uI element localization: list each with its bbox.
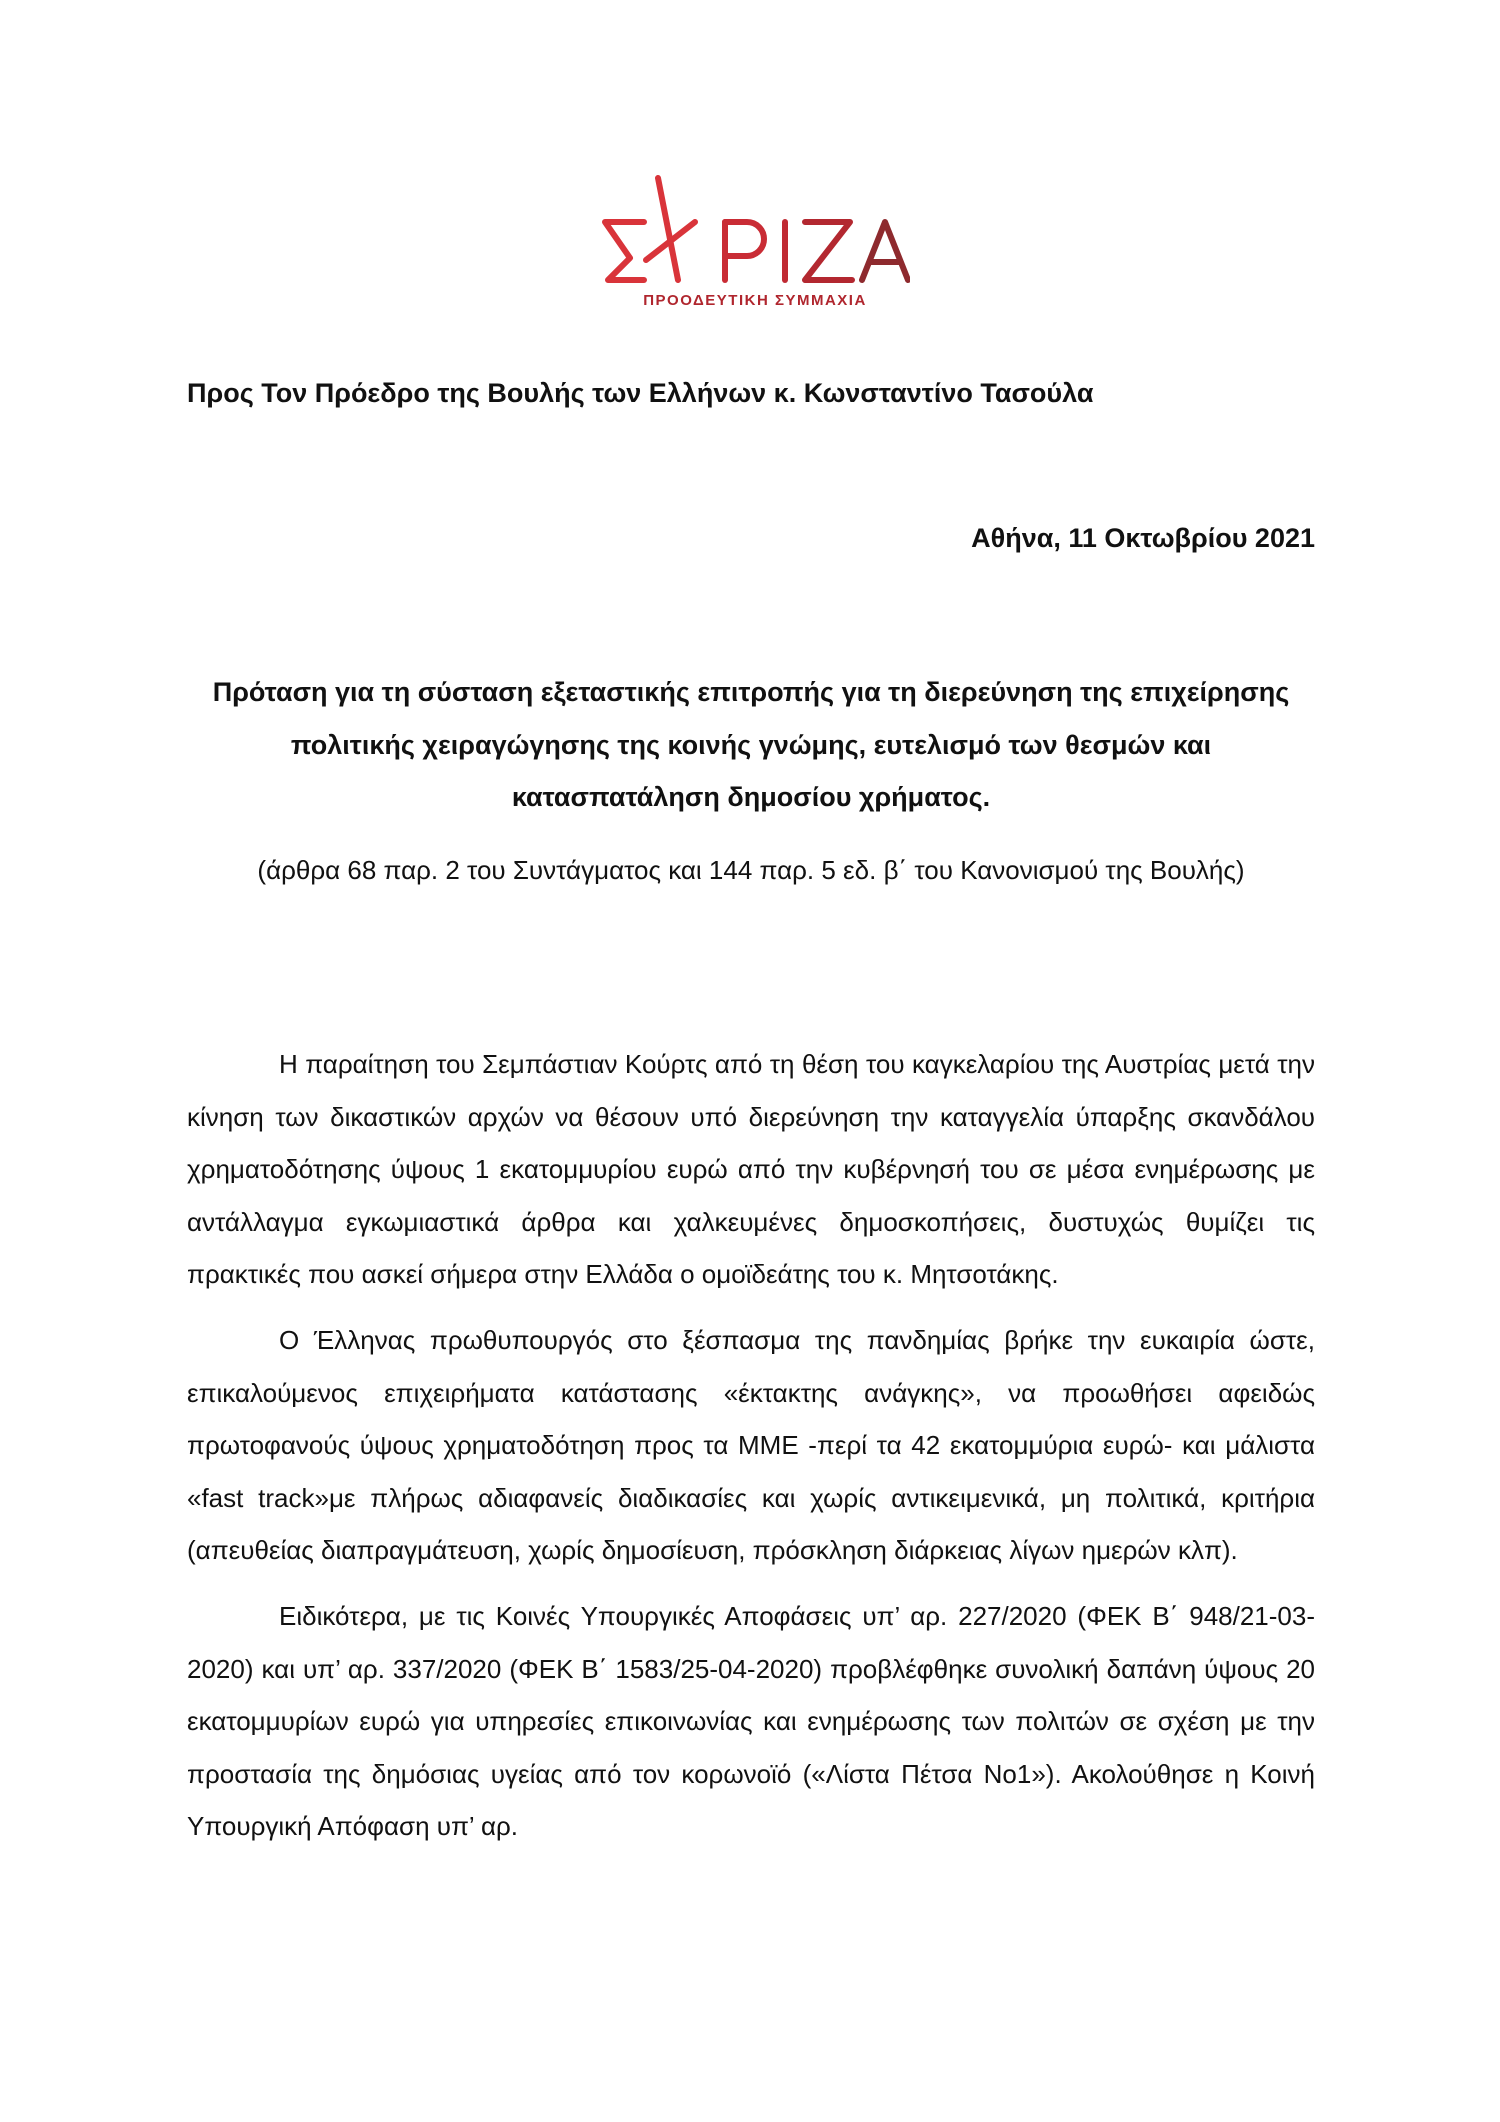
paragraph: Η παραίτηση του Σεμπάστιαν Κούρτς από τη θέση του καγκελαρίου της Αυστρίας μετά την κίνηση των δικαστικών αρχών να θέσουν υπό διερεύνηση την καταγγελία ύπαρξης σκανδάλου χρηματοδότησης ύψους 1 εκατομμυρίου ευρώ από την κυβέρνησή του σε μέσα ενημέρωσης με αντάλλαγμα εγκωμιαστικά άρθρα και χαλκευμένες δημοσκοπήσεις, δυστυχώς θυμίζει τις πρακτικές που ασκεί σήμερα στην Ελλάδα ο ομοϊδεάτης του κ. Μητσοτάκης.	[187, 1049, 1315, 1290]
document-subtitle: (άρθρα 68 παρ. 2 του Συντάγματος και 144 παρ. 5 εδ. β΄ του Κανονισμού της Βουλής)	[257, 855, 1245, 885]
paragraph: Ο Έλληνας πρωθυπουργός στο ξέσπασμα της πανδημίας βρήκε την ευκαιρία ώστε, επικαλούμενος επιχειρήματα κατάστασης «έκτακτης ανάγκης», να προωθήσει αφειδώς πρωτοφανούς ύψους χρηματοδότηση προς τα ΜΜΕ -περί τα 42 εκατομμύρια ευρώ- και μάλιστα «fast track»με πλήρως αδιαφανείς διαδικασίες και χωρίς αντικειμενικά, μη πολιτικά, κριτήρια (απευθείας διαπραγμάτευση, χωρίς δημοσίευση, πρόσκληση διάρκειας λίγων ημερών κλπ).	[187, 1324, 1315, 1566]
document-body	[187, 1038, 1315, 1866]
syriza-logo	[600, 170, 910, 320]
logo-subtitle: ΠΡΟΟΔΕΥΤΙΚΗ ΣΥΜΜΑΧΙΑ	[643, 292, 867, 309]
document-title: Πρόταση για τη σύσταση εξεταστικής επιτροπής για τη διερεύνηση της επιχείρησης πολιτικής χειραγώγησης της κοινής γνώμης, ευτελισμό των θεσμών και κατασπατάληση δημοσίου χρήματος.	[212, 677, 1290, 812]
paragraph: Ειδικότερα, με τις Κοινές Υπουργικές Αποφάσεις υπ’ αρ. 227/2020 (ΦΕΚ Β΄ 948/21-03-2020) και υπ’ αρ. 337/2020 (ΦΕΚ Β΄ 1583/25-04-2020) προβλέφθηκε συνολική δαπάνη ύψους 20 εκατομμυρίων ευρώ για υπηρεσίες επικοινωνίας και ενημέρωσης των πολιτών σε σχέση με την προστασία της δημόσιας υγείας από τον κορωνοϊό («Λίστα Πέτσα Νο1»). Ακολούθησε η Κοινή Υπουργική Απόφαση υπ’ αρ.	[187, 1600, 1315, 1842]
date: Αθήνα, 11 Οκτωβρίου 2021	[971, 523, 1315, 553]
addressee: Προς Τον Πρόεδρο της Βουλής των Ελλήνων κ. Κωνσταντίνο Τασούλα	[187, 378, 1094, 408]
syriza-logo-mark	[600, 170, 910, 290]
